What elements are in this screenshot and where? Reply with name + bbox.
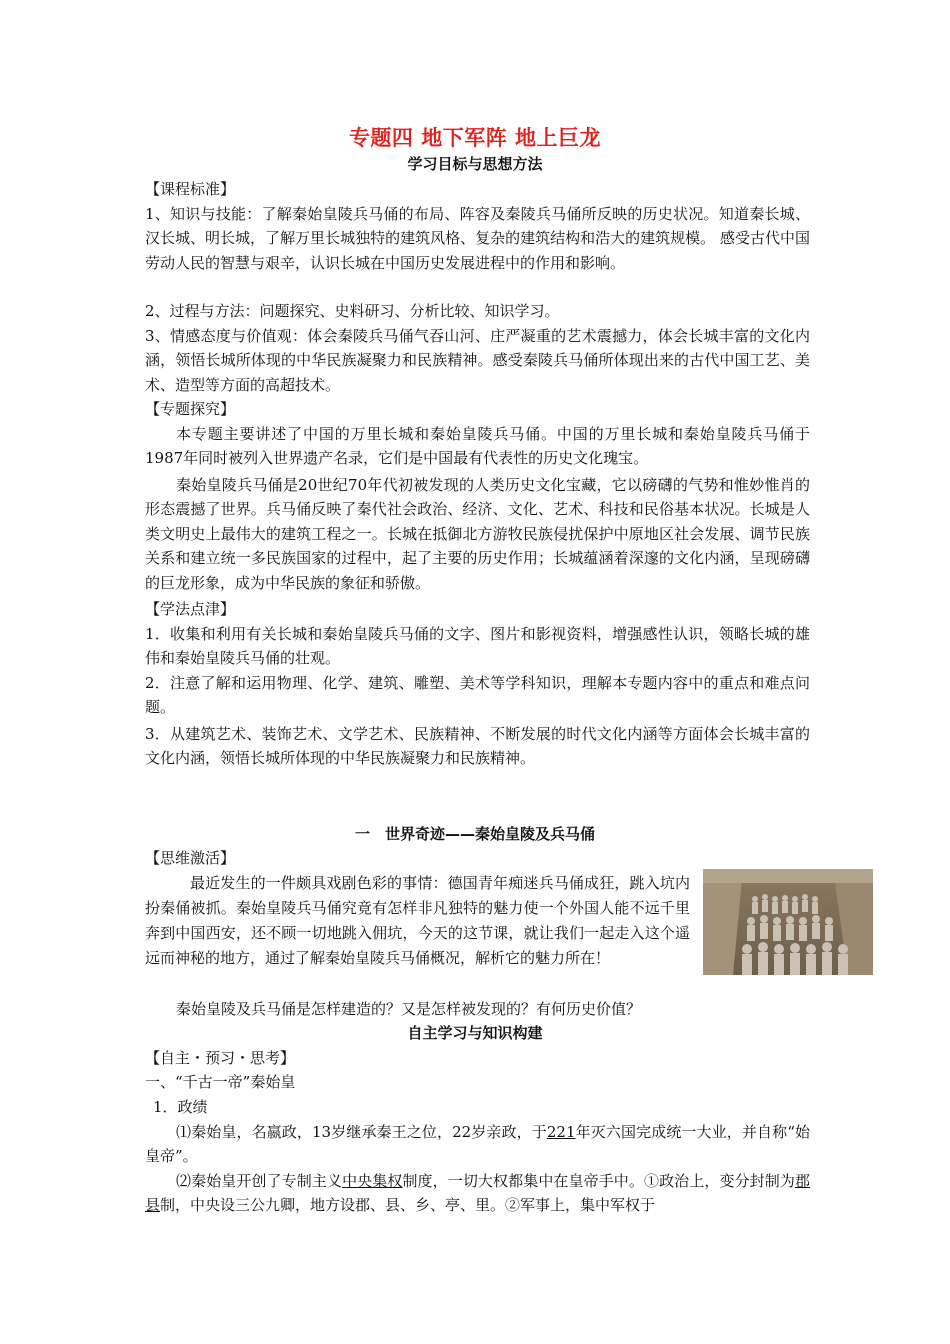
p2-text-c: 制，中央设三公九卿，地方设郡、县、乡、亭、里。②军事上，集中军权于 [160,1196,656,1215]
course-standard-heading: 【课程标准】 [145,180,236,198]
preview-heading: 【自主・预习・思考】 [145,1049,296,1067]
study-tips-heading: 【学法点津】 [145,600,236,618]
p1-text-b: 年灭六国完成统一大业，并自称“始皇帝”。 [145,1123,811,1166]
p2-text-a: ⑵秦始皇开创了专制主义 [176,1172,343,1190]
course-standard-item-2: 2、过程与方法：问题探究、史料研习、分析比较、知识学习。 [145,302,560,320]
study-tips-item-1: 1．收集和利用有关长城和秦始皇陵兵马俑的文字、图片和影视资料，增强感性认识，领略长城的雄伟和秦始皇陵兵马俑的壮观。 [145,625,810,668]
topic-inquiry-paragraph-1: 本专题主要讲述了中国的万里长城和秦始皇陵兵马俑。中国的万里长城和秦始皇陵兵马俑于1987年同时被列入世界遗产名录，它们是中国最有代表性的历史文化瑰宝。 [145,425,810,468]
page-title: 专题四 地下军阵 地上巨龙 [348,126,602,150]
terracotta-warriors-photo [703,869,873,975]
section-one-heading: 一 世界奇迹——秦始皇陵及兵马俑 [354,825,595,843]
activation-heading: 【思维激活】 [145,849,236,867]
achievements-paragraph-2 [145,1169,810,1218]
course-standard-item-1: 1、知识与技能：了解秦始皇陵兵马俑的布局、阵容及秦陵兵马俑所反映的历史状况。知道秦长城、汉长城、明长城，了解万里长城独特的建筑风格、复杂的建筑结构和浩大的建筑规模。 感受古代中国劳动人民的智慧与艰辛，认识长城在中国历史发展进程中的作用和影响。 [145,205,810,272]
achievements-title: 1．政绩 [153,1098,208,1116]
part-one-title: 一、“千古一帝”秦始皇 [145,1073,296,1091]
study-tips-item-3: 3．从建筑艺术、装饰艺术、文学艺术、民族精神、不断发展的时代文化内涵等方面体会长城丰富的文化内涵，领悟长城所体现的中华民族凝聚力和民族精神。 [145,725,810,768]
p2-text-b: 制度，一切大权都集中在皇帝手中。①政治上，变分封制为 [402,1172,795,1190]
activation-paragraph: 最近发生的一件颇具戏剧色彩的事情：德国青年痴迷兵马俑成狂，跳入坑内扮秦俑被抓。秦始皇陵兵马俑究竟有怎样非凡独特的魅力使一个外国人能不远千里奔到中国西安，还不顾一切地跳入佣坑，今天的这节课，就让我们一起走入这个遥远而神秘的地方，通过了解秦始皇陵兵马俑概况，解析它的魅力所在！ [145,874,690,967]
p1-text-a: ⑴秦始皇，名嬴政，13岁继承秦王之位，22岁亲政，于 [176,1123,547,1141]
study-tips-item-2: 2．注意了解和运用物理、化学、建筑、雕塑、美术等学科知识，理解本专题内容中的重点和难点问题。 [145,674,810,717]
achievements-paragraph-1 [145,1120,810,1169]
terracotta-warriors-image [703,869,873,975]
p2-commandery: 郡县 [145,1172,810,1215]
topic-inquiry-paragraph-2: 秦始皇陵兵马俑是20世纪70年代初被发现的人类历史文化宝藏，它以磅礴的气势和惟妙惟肖的形态震撼了世界。兵马俑反映了秦代社会政治、经济、文化、艺术、科技和民俗基本状况。长城是人类文明史上最伟大的建筑工程之一。长城在抵御北方游牧民族侵扰保护中原地区社会发展、调节民族关系和建立统一多民族国家的过程中，起了主要的历史作用；长城蕴涵着深邃的文化内涵，呈现磅礴的巨龙形象，成为中华民族的象征和骄傲。 [145,476,810,592]
section-subtitle: 学习目标与思想方法 [407,155,543,173]
course-standard-item-3: 3、情感态度与价值观：体会秦陵兵马俑气吞山河、庄严凝重的艺术震撼力，体会长城丰富的文化内涵，领悟长城所体现的中华民族凝聚力和民族精神。感受秦陵兵马俑所体现出来的古代中国工艺、美术、造型等方面的高超技术。 [145,327,810,394]
inquiry-questions: 秦始皇陵及兵马俑是怎样建造的？又是怎样被发现的？有何历史价值？ [176,1000,642,1018]
p2-central-power: 中央集权 [342,1172,403,1190]
self-study-heading: 自主学习与知识构建 [407,1024,543,1042]
topic-inquiry-heading: 【专题探究】 [145,400,236,418]
p1-year: 221 [546,1123,576,1141]
